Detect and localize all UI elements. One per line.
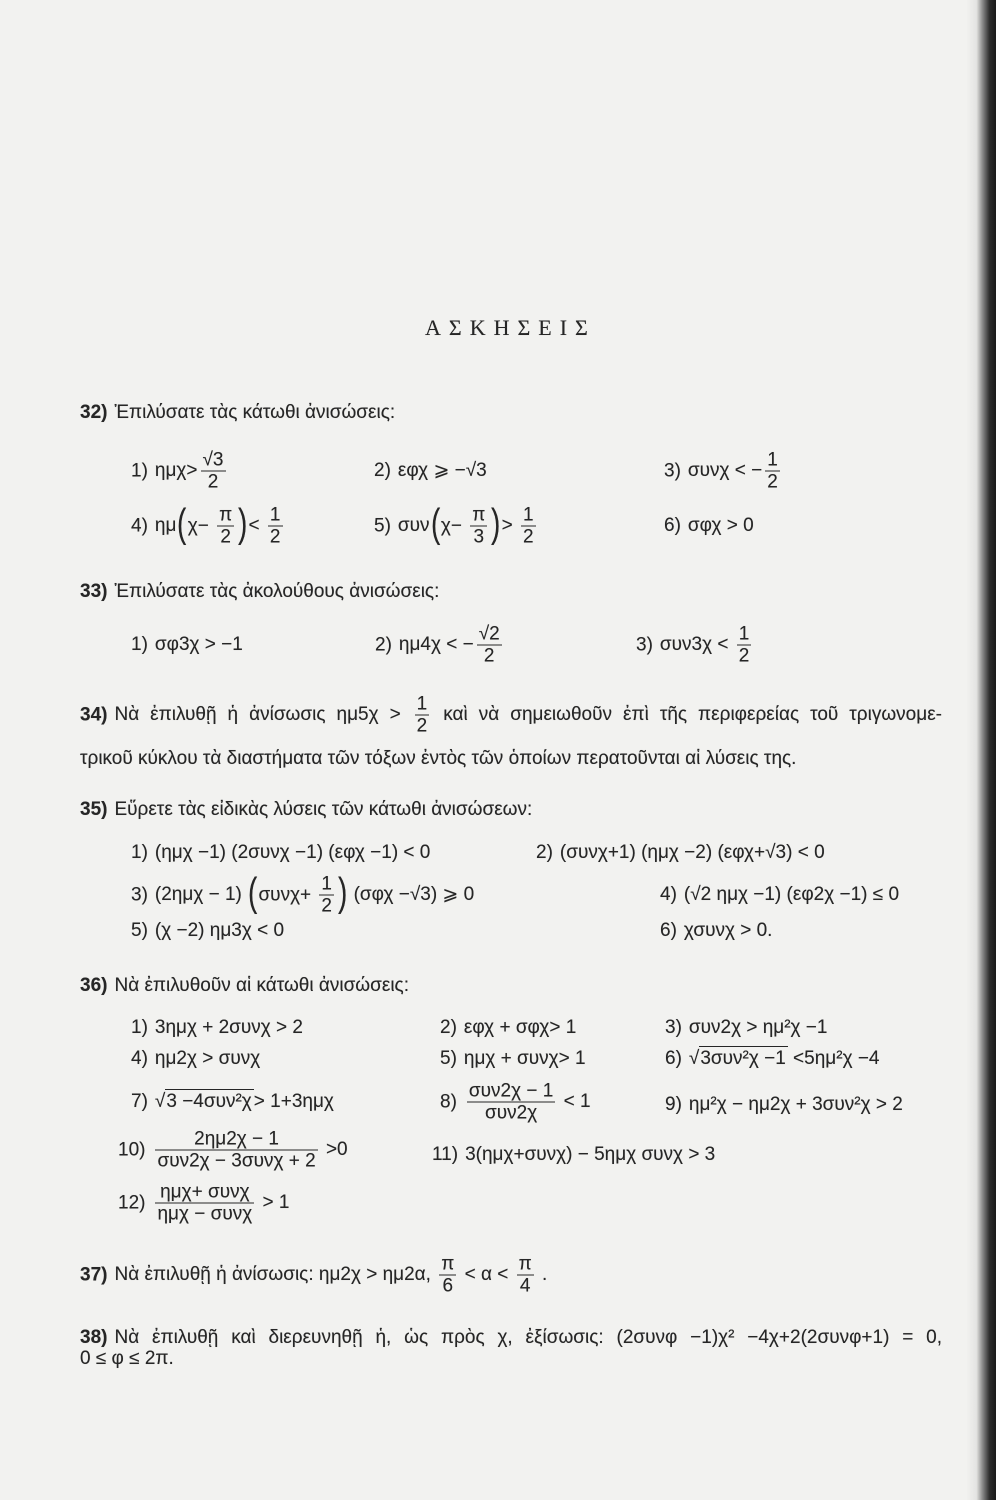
open-paren: ( bbox=[430, 501, 440, 545]
exercise-36-item-2 bbox=[440, 1016, 655, 1040]
fraction-numerator: 1 bbox=[767, 449, 778, 471]
exercise-36-heading bbox=[80, 974, 409, 998]
math-text: ημ²χ − ημ2χ + 3συν²χ > 2 bbox=[688, 1094, 903, 1115]
fraction-numerator: √3 bbox=[202, 449, 224, 471]
square-root bbox=[155, 1089, 254, 1112]
math-text: σφ3χ > −1 bbox=[154, 634, 243, 655]
fraction bbox=[155, 1129, 317, 1172]
line-content bbox=[664, 450, 783, 493]
fraction-denominator: 3 bbox=[473, 526, 485, 548]
item-label: 2) bbox=[375, 634, 392, 656]
exercise-number: 35) bbox=[80, 799, 108, 820]
fraction-numerator: ημχ+ συνχ bbox=[155, 1182, 254, 1204]
math-text: χσυνχ > 0. bbox=[683, 920, 773, 941]
exercise-number: 37) bbox=[80, 1264, 108, 1286]
math-text: < 1 bbox=[558, 1091, 591, 1113]
line-content bbox=[131, 501, 286, 548]
line-content bbox=[374, 501, 539, 548]
fraction bbox=[737, 624, 752, 667]
line-content bbox=[131, 841, 430, 865]
fraction-numerator: √2 bbox=[478, 623, 500, 645]
exercise-instruction: Νὰ ἐπιλυθοῦν αἱ κάτωθι ἀνισώσεις: bbox=[114, 975, 409, 996]
fraction bbox=[477, 624, 502, 667]
fraction-numerator: 1 bbox=[738, 623, 750, 645]
close-paren: ) bbox=[491, 501, 501, 545]
line-content bbox=[665, 1047, 879, 1071]
exercise-number: 32) bbox=[80, 402, 108, 423]
parenthesized-group bbox=[176, 501, 248, 548]
fraction-denominator: 6 bbox=[442, 1275, 454, 1297]
exercise-33-heading bbox=[80, 580, 439, 604]
exercise-32-item-1 bbox=[131, 450, 361, 493]
line-content bbox=[440, 1081, 591, 1124]
math-text: χ− bbox=[187, 515, 215, 537]
radicand: 3συν²χ −1 bbox=[700, 1048, 786, 1069]
line-content bbox=[131, 870, 475, 917]
fraction-numerator: π bbox=[219, 504, 233, 526]
fraction-numerator: 1 bbox=[416, 693, 428, 715]
fraction-numerator: π bbox=[518, 1253, 532, 1275]
math-text: <5ημ²χ −4 bbox=[787, 1048, 880, 1069]
exercise-36-item-5 bbox=[440, 1047, 655, 1071]
item-label: 3) bbox=[131, 884, 148, 906]
math-text: Νὰ ἐπιλυθῇ ἡ ἀνίσωσις: ημ2χ > ημ2α, bbox=[114, 1264, 437, 1286]
exercise-instruction: Ἐπιλύσατε τὰς κάτωθι ἀνισώσεις: bbox=[114, 402, 396, 423]
math-text: 0 ≤ φ ≤ 2π. bbox=[80, 1348, 174, 1369]
fraction bbox=[765, 450, 780, 493]
item-label: 6) bbox=[664, 515, 681, 536]
line-content bbox=[131, 450, 229, 493]
line-content bbox=[432, 1143, 715, 1167]
fraction-numerator: 1 bbox=[523, 504, 534, 526]
fraction-denominator: 2 bbox=[738, 645, 750, 667]
math-text: (2ημχ − 1) bbox=[154, 884, 248, 906]
exercise-34-line-2 bbox=[80, 747, 960, 771]
exercise-36-item-8 bbox=[440, 1081, 655, 1124]
fraction-denominator: 2 bbox=[220, 526, 231, 548]
radical-sign: √ bbox=[688, 1048, 700, 1069]
fraction bbox=[415, 694, 430, 737]
line-content bbox=[80, 1254, 547, 1297]
line-content bbox=[660, 919, 772, 943]
line-content bbox=[440, 1047, 586, 1071]
parenthesized-group bbox=[430, 501, 502, 548]
line-content bbox=[374, 459, 487, 483]
exercise-33-item-1 bbox=[131, 633, 361, 657]
fraction bbox=[521, 505, 536, 548]
line-content bbox=[636, 624, 754, 667]
exercise-33-item-3 bbox=[636, 624, 936, 667]
exercise-37 bbox=[80, 1254, 960, 1297]
exercise-36-item-6 bbox=[665, 1047, 960, 1071]
exercise-32-item-3 bbox=[664, 450, 954, 493]
fraction-denominator: 2 bbox=[483, 645, 495, 667]
radical-sign: √ bbox=[154, 1091, 166, 1112]
math-text: > 1+3ημχ bbox=[253, 1091, 334, 1112]
exercise-number: 36) bbox=[80, 975, 108, 996]
line-content bbox=[80, 694, 942, 737]
item-label: 1) bbox=[131, 842, 148, 863]
page-edge-shadow bbox=[966, 0, 996, 1500]
line-content bbox=[118, 1129, 348, 1172]
exercise-36-item-10 bbox=[118, 1129, 423, 1172]
math-text: < α < bbox=[459, 1264, 514, 1286]
item-label: 5) bbox=[374, 515, 391, 537]
fraction-denominator: 2 bbox=[269, 526, 281, 548]
line-content bbox=[131, 919, 284, 943]
item-label: 11) bbox=[432, 1144, 459, 1165]
math-text: ημχ + συνχ> 1 bbox=[463, 1048, 586, 1069]
fraction-numerator: συν2χ − 1 bbox=[468, 1080, 554, 1102]
item-label: 6) bbox=[660, 920, 677, 941]
open-paren: ( bbox=[177, 501, 187, 545]
item-label: 4) bbox=[131, 1048, 148, 1069]
exercise-35-heading bbox=[80, 798, 532, 822]
math-text: Νὰ ἐπιλυθῇ καὶ διερευνηθῇ ἡ, ὡς πρὸς χ, ἐξίσωσις: (2συνφ −1)χ² −4χ+2(2συνφ+1) = 0, bbox=[114, 1327, 942, 1348]
item-label: 1) bbox=[131, 634, 148, 655]
open-paren: ( bbox=[248, 870, 258, 914]
math-text: ημ bbox=[154, 515, 177, 537]
fraction bbox=[155, 1182, 254, 1225]
exercise-instruction: Ἐπιλύσατε τὰς ἀκολούθους ἀνισώσεις: bbox=[114, 581, 440, 602]
math-text: 3(ημχ+συνχ) − 5ημχ συνχ > 3 bbox=[465, 1144, 716, 1165]
line-content bbox=[665, 1093, 903, 1117]
math-text: χ− bbox=[440, 515, 468, 537]
line-content bbox=[131, 1047, 260, 1071]
math-text: σφχ > 0 bbox=[687, 515, 754, 536]
fraction-denominator: συν2χ − 3συνχ + 2 bbox=[157, 1150, 316, 1172]
fraction-denominator: συν2χ bbox=[485, 1102, 538, 1124]
exercise-number: 34) bbox=[80, 704, 108, 726]
math-text: >0 bbox=[320, 1139, 348, 1161]
math-text: εφχ ⩾ −√3 bbox=[397, 460, 487, 481]
line-content bbox=[375, 624, 505, 667]
fraction bbox=[217, 505, 234, 548]
fraction-denominator: 2 bbox=[416, 715, 428, 737]
fraction bbox=[467, 1081, 555, 1124]
exercise-36-item-1 bbox=[131, 1016, 431, 1040]
exercise-33-item-2 bbox=[375, 624, 625, 667]
radicand: 3 −4συν²χ bbox=[166, 1091, 252, 1112]
exercise-36-item-11 bbox=[432, 1143, 932, 1167]
math-text: συν bbox=[397, 515, 430, 537]
item-label: 8) bbox=[440, 1091, 457, 1113]
fraction-numerator: 1 bbox=[321, 873, 332, 895]
close-paren: ) bbox=[337, 870, 348, 914]
line-content bbox=[131, 1090, 334, 1114]
math-text: ημ2χ > συνχ bbox=[154, 1048, 261, 1069]
section-title: ΑΣΚΗΣΕΙΣ bbox=[425, 315, 596, 340]
item-label: 4) bbox=[131, 515, 148, 537]
exercise-32-heading bbox=[80, 401, 395, 425]
item-label: 2) bbox=[374, 460, 391, 481]
math-text: (χ −2) ημ3χ < 0 bbox=[154, 920, 285, 941]
math-text: (συνχ+1) (ημχ −2) (εφχ+√3) < 0 bbox=[559, 842, 825, 863]
line-content bbox=[440, 1016, 576, 1040]
exercise-38-line-2 bbox=[80, 1347, 380, 1371]
fraction-denominator: 4 bbox=[519, 1275, 531, 1297]
exercise-number: 38) bbox=[80, 1327, 108, 1348]
math-text: εφχ + σφχ> 1 bbox=[463, 1017, 577, 1038]
fraction-numerator: 1 bbox=[269, 504, 281, 526]
math-text: συν2χ > ημ²χ −1 bbox=[688, 1017, 828, 1038]
exercise-35-item-3 bbox=[131, 870, 641, 917]
math-text: (ημχ −1) (2συνχ −1) (εφχ −1) < 0 bbox=[154, 842, 431, 863]
exercise-36-item-7 bbox=[131, 1090, 431, 1114]
exercise-36-item-4 bbox=[131, 1047, 431, 1071]
exercise-instruction: Εὕρετε τὰς εἰδικὰς λύσεις τῶν κάτωθι ἀνισώσεων: bbox=[114, 799, 533, 820]
exercise-32-item-6 bbox=[664, 514, 954, 538]
fraction bbox=[517, 1254, 534, 1297]
exercise-35-item-4 bbox=[660, 883, 956, 907]
item-label: 5) bbox=[440, 1048, 457, 1069]
exercise-35-item-5 bbox=[131, 919, 531, 943]
line-content bbox=[131, 1016, 303, 1040]
item-label: 1) bbox=[131, 1017, 148, 1038]
fraction-numerator: π bbox=[472, 504, 486, 526]
line-content bbox=[131, 633, 243, 657]
exercise-32-item-4 bbox=[131, 501, 361, 548]
exercise-36-item-3 bbox=[665, 1016, 960, 1040]
math-text: (√2 ημχ −1) (εφ2χ −1) ≤ 0 bbox=[683, 884, 900, 905]
exercise-36-item-12 bbox=[118, 1182, 423, 1225]
math-text: ημ4χ < − bbox=[398, 634, 474, 656]
item-label: 6) bbox=[665, 1048, 682, 1069]
item-label: 4) bbox=[660, 884, 677, 905]
item-label: 10) bbox=[118, 1139, 146, 1161]
math-text: . bbox=[536, 1264, 548, 1286]
fraction-numerator: 2ημ2χ − 1 bbox=[155, 1129, 317, 1151]
fraction bbox=[268, 505, 283, 548]
exercise-34-line-1 bbox=[80, 694, 942, 737]
exercise-35-item-2 bbox=[536, 841, 956, 865]
exercise-32-item-2 bbox=[374, 459, 644, 483]
math-text: > bbox=[501, 515, 519, 537]
line-content bbox=[80, 747, 796, 771]
line-content bbox=[665, 1016, 827, 1040]
item-label: 2) bbox=[440, 1017, 457, 1038]
item-label: 1) bbox=[131, 460, 148, 482]
item-label: 3) bbox=[636, 634, 653, 656]
item-label: 7) bbox=[131, 1091, 148, 1112]
fraction-denominator: ημχ − συνχ bbox=[157, 1203, 253, 1225]
math-text: τρικοῦ κύκλου τὰ διαστήματα τῶν τόξων ἐντὸς τῶν ὁποίων περατοῦνται αἱ λύσεις της. bbox=[80, 748, 797, 769]
fraction bbox=[319, 874, 334, 917]
item-label: 9) bbox=[665, 1094, 682, 1115]
square-root bbox=[689, 1046, 788, 1069]
item-label: 12) bbox=[118, 1192, 146, 1214]
line-content bbox=[660, 883, 899, 907]
fraction bbox=[439, 1254, 456, 1297]
exercise-number: 33) bbox=[80, 581, 108, 602]
line-content bbox=[536, 841, 825, 865]
math-text: συνχ+ bbox=[258, 884, 317, 906]
math-text: καὶ νὰ σημειωθοῦν ἐπὶ τῆς περιφερείας τοῦ τριγωνομε- bbox=[432, 704, 942, 726]
close-paren: ) bbox=[238, 501, 248, 545]
math-text: < bbox=[248, 515, 265, 537]
line-content bbox=[80, 1347, 174, 1371]
parenthesized-group bbox=[247, 870, 348, 917]
item-label: 3) bbox=[664, 460, 681, 482]
exercise-32-item-5 bbox=[374, 501, 644, 548]
exercise-36-item-9 bbox=[665, 1093, 960, 1117]
math-text: 3ημχ + 2συνχ > 2 bbox=[154, 1017, 303, 1038]
fraction-denominator: 2 bbox=[321, 895, 332, 917]
fraction bbox=[201, 450, 226, 493]
exercise-35-item-1 bbox=[131, 841, 521, 865]
item-label: 3) bbox=[665, 1017, 682, 1038]
item-label: 5) bbox=[131, 920, 148, 941]
math-text: ημχ> bbox=[154, 460, 198, 482]
item-label: 2) bbox=[536, 842, 553, 863]
fraction bbox=[470, 505, 487, 548]
fraction-denominator: 2 bbox=[207, 471, 219, 493]
line-content bbox=[664, 514, 754, 538]
math-text: συν3χ < bbox=[659, 634, 734, 656]
math-text: Νὰ ἐπιλυθῇ ἡ ἀνίσωσις ημ5χ > bbox=[114, 704, 412, 726]
line-content bbox=[118, 1182, 289, 1225]
exercise-35-item-6 bbox=[660, 919, 956, 943]
math-text: συνχ < − bbox=[687, 460, 763, 482]
fraction-denominator: 2 bbox=[767, 471, 778, 493]
math-text: (σφχ −√3) ⩾ 0 bbox=[348, 884, 475, 906]
math-text: > 1 bbox=[257, 1192, 290, 1214]
fraction-denominator: 2 bbox=[523, 526, 534, 548]
fraction-numerator: π bbox=[441, 1253, 455, 1275]
